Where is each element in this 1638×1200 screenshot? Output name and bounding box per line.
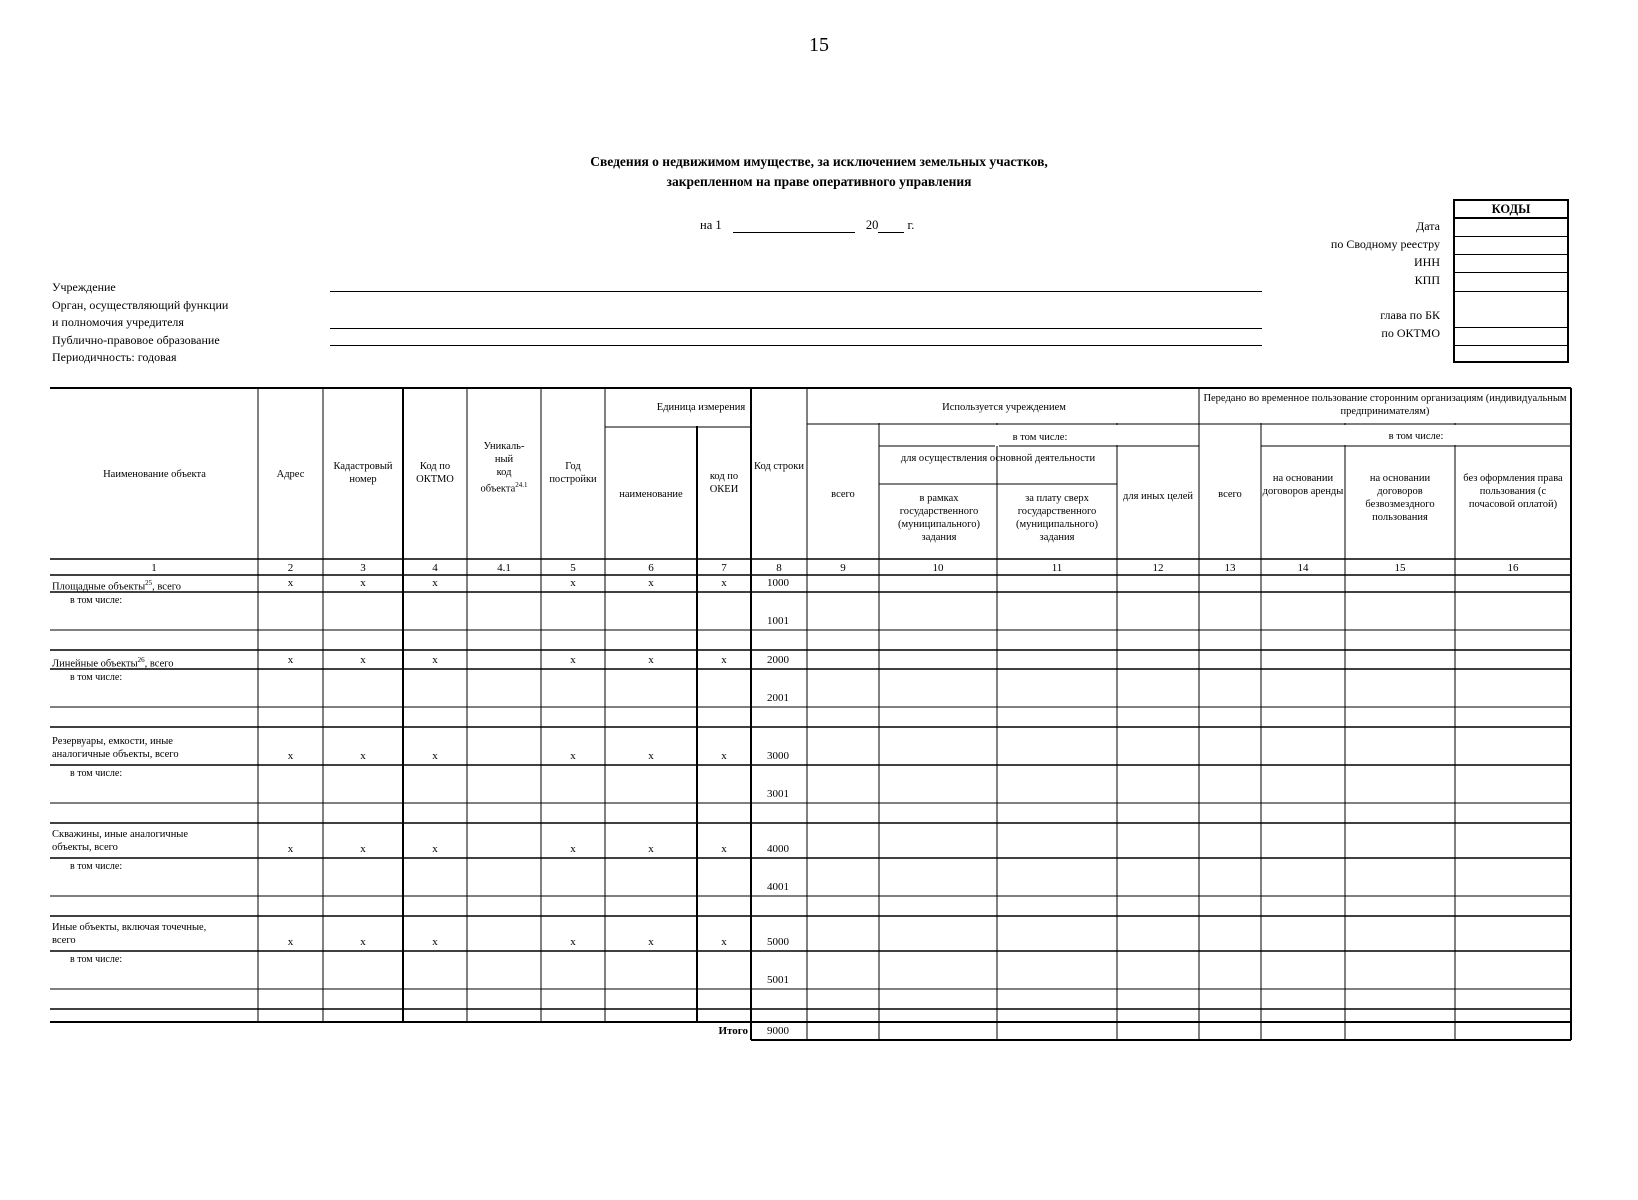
row-label-3000 <box>52 735 179 761</box>
including-label: в том числе: <box>70 672 123 683</box>
not-applicable-mark: x <box>360 843 366 855</box>
header-unique-code-l3: код <box>496 467 512 478</box>
founder-label-line1: Орган, осуществляющий функции <box>52 297 229 312</box>
row-label-text-2: аналогичные объекты, всего <box>52 749 179 760</box>
row-label-text: Иные объекты, включая точечные, <box>52 922 207 933</box>
row-label-suffix: , всего <box>144 658 174 670</box>
header-oktmo: Код по ОКТМО <box>416 461 454 485</box>
header-okei-code: код по ОКЕИ <box>709 471 739 495</box>
code-label-inn: ИНН <box>1414 255 1440 269</box>
not-applicable-mark: x <box>432 654 438 666</box>
footnote-26: 26 <box>137 656 145 664</box>
column-number: 2 <box>287 562 294 574</box>
header-used-main: для осуществления основной деятельности <box>900 453 1096 464</box>
not-applicable-mark: x <box>432 577 438 589</box>
code-label-date: Дата <box>1416 219 1440 233</box>
date-year-prefix: 20 <box>865 218 879 232</box>
title-line-2: закрепленном на праве оперативного управления <box>666 174 972 189</box>
row-label-text-2: объекты, всего <box>52 842 118 853</box>
column-number: 9 <box>840 562 846 574</box>
row-code-total: 4000 <box>767 843 789 855</box>
column-number: 5 <box>570 562 576 574</box>
header-used-other: для иных целей <box>1122 491 1193 502</box>
column-number: 15 <box>1394 562 1406 574</box>
row-code-total: 5000 <box>767 936 789 948</box>
header-transfer-including: в том числе: <box>1388 431 1444 442</box>
codes-header: КОДЫ <box>1455 201 1567 219</box>
column-number: 13 <box>1224 562 1236 574</box>
header-used-total: всего <box>831 489 855 500</box>
code-label-bk: глава по БК <box>1380 308 1440 322</box>
header-transfer-free: на основании договоров безвозмездного пользования <box>1365 473 1435 523</box>
including-label: в том числе: <box>70 768 123 779</box>
header-transfer-lease: на основании договоров аренды <box>1262 473 1344 497</box>
institution-label: Учреждение <box>52 280 116 294</box>
header-unit-name: наименование <box>619 489 683 500</box>
including-label: в том числе: <box>70 861 123 872</box>
header-used-state-task: в рамках государственного (муниципального) задания <box>898 493 980 543</box>
not-applicable-mark: x <box>721 654 727 666</box>
not-applicable-mark: x <box>648 577 654 589</box>
code-label-registry: по Сводному реестру <box>1330 237 1440 251</box>
page-number: 15 <box>809 34 829 56</box>
header-unique-code-l1: Уникаль- <box>483 441 525 452</box>
column-number: 6 <box>648 562 654 574</box>
column-number: 10 <box>932 562 944 574</box>
including-label: в том числе: <box>70 595 123 606</box>
total-code: 9000 <box>767 1025 789 1037</box>
footnote-25: 25 <box>145 579 153 587</box>
not-applicable-mark: x <box>648 843 654 855</box>
not-applicable-mark: x <box>360 750 366 762</box>
row-label-suffix: , всего <box>152 581 182 593</box>
header-unique-code-l4: объекта <box>480 483 516 495</box>
column-number: 14 <box>1297 562 1309 574</box>
header-unique-code-l2: ный <box>494 454 514 465</box>
public-entity-label: Публично-правовое образование <box>52 332 220 347</box>
row-label-2000 <box>52 654 174 671</box>
row-code-sub: 1001 <box>767 615 789 627</box>
not-applicable-mark: x <box>287 843 294 855</box>
column-number: 16 <box>1507 562 1519 574</box>
column-number: 4 <box>432 562 438 574</box>
not-applicable-mark: x <box>648 936 654 948</box>
not-applicable-mark: x <box>287 750 294 762</box>
column-number: 7 <box>721 562 727 574</box>
row-code-total: 3000 <box>767 750 789 762</box>
not-applicable-mark: x <box>721 843 727 855</box>
not-applicable-mark: x <box>360 577 366 589</box>
header-unique-code <box>468 440 540 496</box>
date-prefix: на 1 <box>700 218 722 232</box>
header-transfer-hourly: без оформления права пользования (с почасовой оплатой) <box>1463 473 1563 510</box>
founder-label-line2: и полномочия учредителя <box>52 315 184 329</box>
periodicity-label: Периодичность: годовая <box>52 350 177 364</box>
not-applicable-mark: x <box>570 936 576 948</box>
row-label-text: Линейные объекты <box>52 658 138 670</box>
code-label-kpp: КПП <box>1414 273 1440 287</box>
not-applicable-mark: x <box>432 750 438 762</box>
not-applicable-mark: x <box>432 936 438 948</box>
total-label: Итого <box>718 1025 748 1037</box>
column-number: 4.1 <box>497 562 511 574</box>
title-line-1: Сведения о недвижимом имуществе, за исключением земельных участков, <box>590 154 1048 169</box>
row-code-total: 1000 <box>767 577 789 589</box>
not-applicable-mark: x <box>570 843 576 855</box>
not-applicable-mark: x <box>287 577 294 589</box>
header-cadastral: Кадастровый номер <box>333 461 393 485</box>
column-number: 8 <box>776 562 782 574</box>
row-label-4000 <box>52 828 188 854</box>
column-number: 12 <box>1152 562 1164 574</box>
not-applicable-mark: x <box>287 936 294 948</box>
row-code-sub: 5001 <box>767 974 789 986</box>
not-applicable-mark: x <box>570 577 576 589</box>
code-label-oktmo: по ОКТМО <box>1381 326 1440 340</box>
column-number: 3 <box>360 562 366 574</box>
header-used-paid: за плату сверх государственного (муниципального) задания <box>1016 493 1098 543</box>
row-label-text-2: всего <box>52 935 76 946</box>
not-applicable-mark: x <box>721 936 727 948</box>
row-label-text: Скважины, иные аналогичные <box>52 829 189 840</box>
header-build-year: Год постройки <box>549 461 597 485</box>
row-label-1000 <box>52 577 181 594</box>
not-applicable-mark: x <box>570 750 576 762</box>
header-used-including: в том числе: <box>1012 432 1068 443</box>
header-transfer-total: всего <box>1218 489 1242 500</box>
row-label-5000 <box>52 921 206 947</box>
row-code-sub: 2001 <box>767 692 789 704</box>
row-code-sub: 4001 <box>767 881 789 893</box>
header-used-group: Используется учреждением <box>942 402 1066 413</box>
not-applicable-mark: x <box>648 750 654 762</box>
header-row-code: Код строки <box>754 461 804 472</box>
column-number: 1 <box>151 562 157 574</box>
footnote-24-1: 24.1 <box>515 481 528 489</box>
not-applicable-mark: x <box>360 654 366 666</box>
header-address: Адрес <box>276 469 305 480</box>
row-label-text: Резервуары, емкости, иные <box>52 736 173 747</box>
column-number: 11 <box>1051 562 1063 574</box>
not-applicable-mark: x <box>721 577 727 589</box>
header-unit-group: Единица измерения <box>656 402 746 413</box>
including-label: в том числе: <box>70 954 123 965</box>
header-transfer-group: Передано во временное пользование сторонним организациям (индивидуальным предпринимателям) <box>1203 393 1567 417</box>
header-object-name: Наименование объекта <box>103 469 206 480</box>
not-applicable-mark: x <box>721 750 727 762</box>
row-code-total: 2000 <box>767 654 789 666</box>
row-label-text: Площадные объекты <box>52 581 146 593</box>
not-applicable-mark: x <box>432 843 438 855</box>
row-code-sub: 3001 <box>767 788 789 800</box>
not-applicable-mark: x <box>287 654 294 666</box>
not-applicable-mark: x <box>648 654 654 666</box>
not-applicable-mark: x <box>570 654 576 666</box>
date-suffix: г. <box>907 218 915 232</box>
not-applicable-mark: x <box>360 936 366 948</box>
